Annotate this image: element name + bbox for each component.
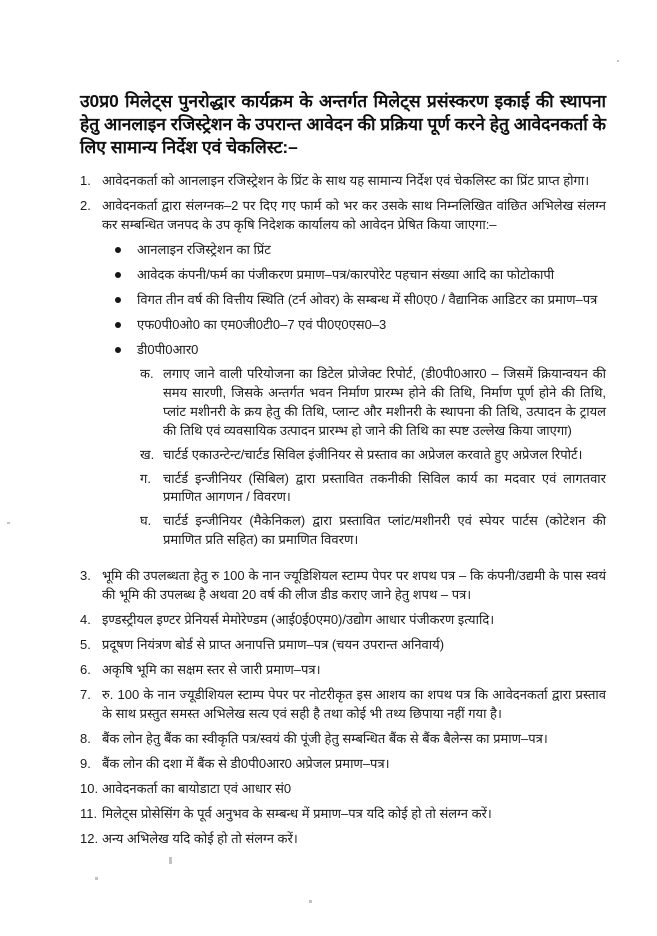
- sub-item-label: ख.: [140, 446, 155, 462]
- item-number: 8.: [80, 731, 91, 747]
- sub-item-label: क.: [140, 365, 154, 381]
- item-text: बैंक लोन की दशा में बैंक से डी0पी0आर0 अप्रेजल प्रमाण–पत्र।: [102, 756, 390, 772]
- item-number: 3.: [80, 568, 91, 584]
- scan-speck: [169, 857, 172, 864]
- bullet-list: [115, 241, 606, 556]
- sub-item: [140, 470, 606, 508]
- item-text: बैंक लोन हेतु बैंक का स्वीकृति पत्र/स्वयं की पूंजी हेतु सम्बन्धित बैंक से बैंक बैलेन्स का प्रमाण–पत्र।: [102, 731, 548, 747]
- item-number: 12.: [80, 831, 99, 847]
- numbered-item: [80, 780, 606, 799]
- item-text: आवेदनकर्ता को आनलाइन रजिस्ट्रेशन के प्रिंट के साथ यह सामान्य निर्देश एवं चेकलिस्ट का प्रिंट प्राप्त होगा।: [102, 172, 590, 188]
- item-text: अकृषि भूमि का सक्षम स्तर से जारी प्रमाण–पत्र।: [102, 662, 321, 678]
- sub-item-label: घ.: [140, 513, 152, 529]
- bullet-item: [115, 341, 606, 556]
- scan-speck: [617, 60, 619, 62]
- bullet-item: [115, 291, 606, 310]
- numbered-item: [80, 755, 606, 774]
- sub-item-list: [140, 365, 606, 551]
- bullet-icon: [115, 341, 137, 556]
- bullet-text: आनलाइन रजिस्ट्रेशन का प्रिंट: [137, 241, 271, 257]
- numbered-item: [80, 805, 606, 824]
- item-text: इण्डस्ट्रीयल इण्टर प्रेनियर्स मेमोरेण्डम (आई0ई0एम0)/उद्योग आधार पंजीकरण इत्यादि।: [102, 612, 495, 628]
- item-text-body: आवेदनकर्ता द्वारा संलग्नक–2 पर दिए गए फार्म को भर कर उसके साथ निम्नलिखित वांछित अभिलेख संलग्न कर सम्बन्धित जनपद के उप कृषि निदेशक कार्यालय को आवेदन प्रेषित किया जाएगा:–: [102, 197, 606, 232]
- bullet-item: [115, 316, 606, 335]
- item-number: 11.: [80, 806, 98, 822]
- item-text: [102, 197, 606, 562]
- sub-item-text: चार्टर्ड इन्जीनियर (मैकेनिकल) द्वारा प्रस्तावित प्लांट/मशीनरी एवं स्पेयर पार्टस (कोटेशन की प्रमाणित प्रति सहित) का प्रमाणित विवरण।: [163, 513, 606, 548]
- item-text: मिलेट्स प्रोसेसिंग के पूर्व अनुभव के सम्बन्ध में प्रमाण–पत्र यदि कोई हो तो संलग्न करें।: [102, 806, 492, 822]
- item-number: 6.: [80, 662, 91, 678]
- item-text: रु. 100 के नान ज्यूडीशियल स्टाम्प पेपर पर नोटरीकृत इस आशय का शपथ पत्र कि आवेदनकर्ता द्वारा प्रस्ताव के साथ प्रस्तुत समस्त अभिलेख सत्य एवं सही है तथा कोई भी तथ्य छिपाया नहीं गया है।: [102, 687, 606, 722]
- item-text: प्रदूषण नियंत्रण बोर्ड से प्राप्त अनापत्ति प्रमाण–पत्र (चयन उपरान्त अनिवार्य): [102, 637, 445, 653]
- numbered-item: [80, 611, 606, 630]
- scan-speck: [309, 900, 312, 903]
- bullet-text: [137, 341, 606, 556]
- item-number: 10.: [80, 781, 99, 797]
- numbered-item: [80, 830, 606, 849]
- bullet-text-body: डी0पी0आर0: [137, 341, 199, 357]
- sub-item-label: ग.: [140, 470, 151, 486]
- numbered-item: [80, 661, 606, 680]
- item-number: 9.: [80, 756, 91, 772]
- bullet-text: आवेदक कंपनी/फर्म का पंजीकरण प्रमाण–पत्र/कारपोरेट पहचान संख्या आदि का फोटोकापी: [137, 266, 555, 282]
- numbered-item: [80, 686, 606, 724]
- bullet-icon: [115, 316, 137, 335]
- sub-item: [140, 365, 606, 441]
- bullet-icon: [115, 241, 137, 260]
- bullet-text: विगत तीन वर्ष की वित्तीय स्थिति (टर्न ओवर) के सम्बन्ध में सी0ए0 / वैद्यानिक आडिटर का प्रमाण–पत्र: [137, 291, 598, 307]
- item-text: भूमि की उपलब्धता हेतु रु 100 के नान ज्यूडिशियल स्टाम्प पेपर पर शपथ पत्र – कि कंपनी/उद्यमी के पास स्वयं की भूमि की उपलब्ध है अथवा 20 वर्ष की लीज डीड कराए जाने हेतु शपथ – पत्र।: [102, 568, 606, 603]
- document-content: [80, 90, 606, 855]
- scan-speck: [7, 522, 10, 524]
- sub-item-text: लगाए जाने वाली परियोजना का डिटेल प्रोजेक्ट रिपोर्ट, (डी0पी0आर0 – जिसमें क्रियान्वयन की समय सारणी, जिसके अन्तर्गत भवन निर्माण प्रारम्भ होने की तिथि, निर्माण पूर्ण होने की तिथि, प्लांट मशीनरी के क्रय हेतु की तिथि, प्लान्ट और मशीनरी के स्थापना की तिथि, उत्पादन के ट्रायल की तिथि एवं व्यवसायिक उत्पादन प्रारम्भ हो जाने की तिथि का स्पष्ट उल्लेख किया जाएगा): [163, 365, 606, 438]
- item-number: 1.: [80, 172, 91, 188]
- bullet-icon: [115, 291, 137, 310]
- item-text: अन्य अभिलेख यदि कोई हो तो संलग्न करें।: [102, 831, 298, 847]
- numbered-item: [80, 730, 606, 749]
- numbered-item: [80, 172, 606, 191]
- item-number: 2.: [80, 197, 91, 213]
- item-number: 4.: [80, 612, 91, 628]
- document-title: उ0प्र0 मिलेट्स पुनरोद्धार कार्यक्रम के अन्तर्गत मिलेट्स प्रसंस्करण इकाई की स्थापना हेतु आनलाइन रजिस्ट्रेशन के उपरान्त आवेदन की प्रक्रिया पूर्ण करने हेतु आवेदनकर्ता के लिए सामान्य निर्देश एवं चेकलिस्ट:–: [80, 91, 606, 157]
- sub-item-text: चार्टर्ड इन्जीनियर (सिबिल) द्वारा प्रस्तावित तकनीकी सिविल कार्य का मदवार एवं लागतवार प्रमाणित आगणन / विवरण।: [163, 470, 606, 505]
- sub-item: [140, 446, 606, 465]
- bullet-item: [115, 241, 606, 260]
- item-text: आवेदनकर्ता का बायोडाटा एवं आधार सं0: [102, 781, 292, 797]
- numbered-item: [80, 636, 606, 655]
- numbered-item: [80, 567, 606, 605]
- sub-item-text: चार्टर्ड एकाउन्टेन्ट/चार्टड सिविल इंजीनियर से प्रस्ताव का अप्रेजल करवाते हुए अप्रेजल रिपोर्ट।: [163, 446, 583, 462]
- bullet-item: [115, 266, 606, 285]
- numbered-item: [80, 197, 606, 562]
- scan-speck: [95, 877, 98, 880]
- item-number: 5.: [80, 637, 91, 653]
- bullet-icon: [115, 266, 137, 285]
- bullet-text: एफ0पी0ओ0 का एम0जी0टी0–7 एवं पी0ए0एस0–3: [137, 316, 387, 332]
- sub-item: [140, 512, 606, 550]
- item-number: 7.: [80, 687, 91, 703]
